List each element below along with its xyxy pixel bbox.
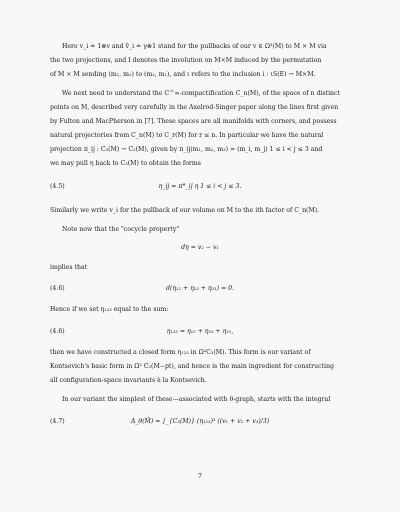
equation-number: (4.6) bbox=[50, 328, 65, 335]
document-page: Here v_i ≐ 1⊗v and v̂_i ≐ γ⊗1 stand for the pullbacks of our v ∈ Ω³(M) to M × M via the two projections, and I denotes the involution on M×M induced by the permutation of M × M sending (m₁, m₂) to (m₂, m₁), and ι refers to the inclusion i : ιS(E) → M×M. We next need to understand the C^∞-compactification C_n(M), of the space of n distinct points on M, described very carefully in the Axelrod-Singer paper along the lines first given by Fulton and MacPherson in [7]. These spaces are all manifolds with corners, and possess natural projectories from C_n(M) to C_r(M) for r ≤ n. In particular we have the natural projection π_ij : C₃(M) → C₂(M), given by π_ij(m₁, m₂, m₃) = (m_i, m_j) 1 ≤ i < j ≤ 3 and we may pull η back to C₃(M) to obtain the forms (4.5) η_ij = π*_ij η 1 ≤ i < j ≤ 3. Similarly we write v_i for the pullback of our volume on M to the ith factor of C_n(M). Note now that the "cocycle property" dη = v₂ − v₁ implies that (4.6) d(η₁₂ + η₂₃ + η₃₁) = 0. Hence if we set η₁₂₃ equal to the sum: (4.6) η₁₂₃ = η₁₂ + η₂₃ + η₃₁, then we have constructed a closed form η₁₂₃ in Ω²C₃(M). This form is our variant of Kontsevich's basic form in Ω² C₂(M−pt), and hence is the main ingredient for constructing all configuration-space invariants à la Kontsevich. In our variant the simplest of these—associated with θ-graph, starts with the integral (4.7) A_θ(M̃) = ∫_{C₃(M)} (η₁₂₃)³ ((v₁ + v₂ + v₃)/3) 7 bbox=[0, 0, 400, 512]
equation-number: (4.6) bbox=[50, 285, 65, 292]
equation-number: (4.7) bbox=[50, 418, 65, 425]
equation-body: d(η₁₂ + η₂₃ + η₃₁) = 0. bbox=[165, 285, 235, 292]
equation-body: A_θ(M̃) = ∫_{C₃(M)} (η₁₂₃)³ ((v₁ + v₂ + v₃)/3) bbox=[130, 418, 270, 425]
equation-body: η₁₂₃ = η₁₂ + η₂₃ + η₃₁, bbox=[166, 328, 234, 335]
equation-number: (4.5) bbox=[50, 183, 65, 190]
equation-body: η_ij = π*_ij η 1 ≤ i < j ≤ 3. bbox=[158, 183, 242, 190]
page-number: 7 bbox=[198, 473, 202, 480]
equation-body: dη = v₂ − v₁ bbox=[181, 244, 219, 251]
